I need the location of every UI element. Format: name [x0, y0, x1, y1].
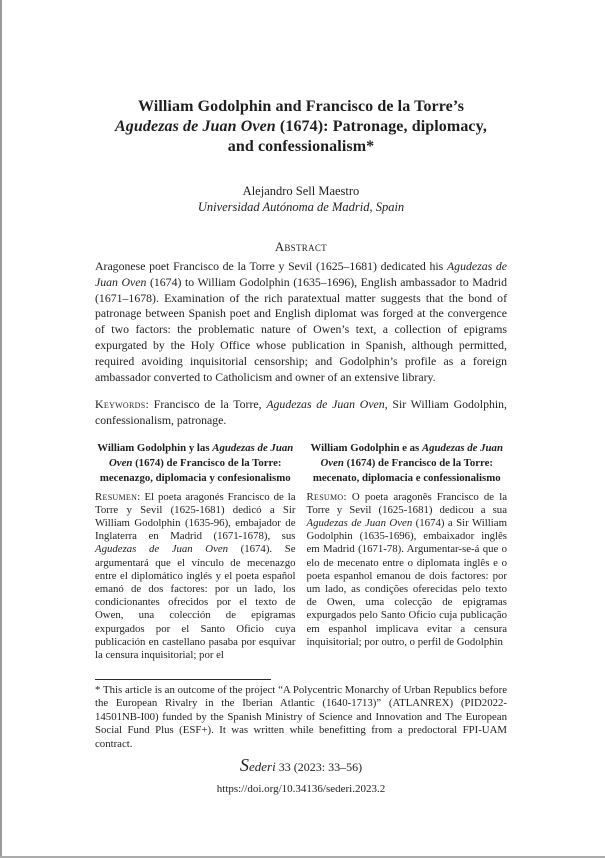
- abstract-text-pre: Aragonese poet Francisco de la Torre y Sevil (1625–1681) dedicated his: [95, 259, 447, 273]
- portuguese-work-italic: Agudezas de Juan Oven: [306, 516, 413, 529]
- portuguese-heading-work-italic: Agudezas de Juan Oven: [320, 441, 503, 469]
- portuguese-abstract-column: [307, 441, 508, 673]
- title-line3: and confessionalism: [227, 138, 367, 155]
- spanish-text-post: (1674). Se argumentará que el vínculo de mecenazgo entre el diplomático inglés y el poeta español emanó de dos factores: por un lado, los condicionantes ofrecidos por el texto de Owen, una colección de epigramas expurgados por el Santo Oficio cuya publicación en castellano pasaba por esquivar la censura inquisitorial; por el: [95, 543, 296, 661]
- title-line2-rest: (1674): Patronage, diplomacy,: [275, 118, 487, 135]
- title-line1: William Godolphin and Francisco de la Torre’s: [137, 98, 465, 115]
- author-affiliation: Universidad Autónoma de Madrid, Spain: [197, 200, 405, 214]
- portuguese-heading-post: (1674) de Francisco de la Torre: mecenato, diplomacia e confessionalismo: [312, 456, 501, 484]
- footnote-separator-rule: [95, 679, 271, 680]
- spanish-abstract-column: [95, 441, 296, 673]
- journal-citation-line: [95, 757, 507, 775]
- doi-line: [95, 782, 507, 796]
- portuguese-text-pre: O poeta aragonês Francisco de la Torre y Sevil (1625-1681) dedicou a sua: [306, 490, 507, 516]
- resumen-label: Resumen:: [95, 490, 141, 503]
- portuguese-abstract-paragraph: [307, 491, 508, 649]
- article-title: [95, 97, 507, 157]
- keywords-text-post: , Sir William Godolphin, confessionalism, patronage.: [95, 397, 507, 427]
- doi-link[interactable]: https://doi.org/10.34136/sederi.2023.2: [216, 783, 386, 796]
- footnote-block: [95, 679, 507, 751]
- abstract-paragraph: [95, 259, 507, 385]
- keywords-work-italic: Agudezas de Juan Oven: [266, 397, 385, 412]
- resumo-label: Resumo:: [306, 490, 347, 503]
- spanish-heading-pre: William Godolphin y las: [97, 441, 213, 454]
- spanish-abstract-heading: [95, 441, 296, 486]
- abstract-heading: Abstract: [275, 240, 327, 254]
- footnote-text: * This article is an outcome of the project “A Polycentric Monarchy of Urban Republics before the European Rivalry in the Iberian Atlantic (1640-1713)” (ATLANREX) (PID2022-14501NB-I00) funded by the Spanish Ministry of Science and Innovation and The European Social Fund Plus (ESF+). It was written while benefitting from a predoctoral FPI-UAM contract.: [95, 684, 507, 750]
- journal-name-logo: Sederi: [239, 755, 276, 776]
- page-content: [95, 0, 507, 796]
- keywords-paragraph: [95, 397, 507, 429]
- translated-abstracts: [95, 441, 507, 673]
- keywords-label: Keywords:: [95, 397, 150, 412]
- author-block: [95, 183, 507, 215]
- abstract-text-post: (1674) to William Godolphin (1635–1696), English ambassador to Madrid (1671–1678). Examination of the rich paratextual matter suggests that the bond of patronage between Spanish poet and English diplomat was forged at the convergence of two factors: the problematic nature of Owen’s text, a collection of epigrams expurgated by the Holy Office whose publication in Spanish, although permitted, required avoiding inquisitorial censorship; and Godolphin’s profile as a foreign ambassador converted to Catholicism and owner of an extensive library.: [95, 274, 507, 384]
- spanish-heading-post: (1674) de Francisco de la Torre: mecenazgo, diplomacia y confesionalismo: [99, 456, 291, 484]
- title-footnote-marker: *: [366, 138, 375, 155]
- keywords-text-pre: Francisco de la Torre,: [149, 397, 267, 412]
- journal-issue-info: 33 (2023: 33–56): [275, 760, 363, 775]
- spanish-text-pre: El poeta aragonés Francisco de la Torre y Sevil (1625-1681) dedicó a Sir William Godolphin (1635-96), embajador de Inglaterra en Madrid (1671-1678), sus: [95, 490, 296, 543]
- spanish-abstract-paragraph: [95, 491, 296, 663]
- spanish-heading-work-italic: Agudezas de Juan Oven: [108, 441, 294, 469]
- scan-edge-left: [0, 0, 2, 858]
- title-work-italic: Agudezas de Juan Oven: [115, 118, 276, 135]
- portuguese-abstract-heading: [307, 441, 508, 486]
- portuguese-text-post: (1674) a Sir William Godolphin (1635-1696), embaixador inglês em Madrid (1671-78). Argumentar-se-á que o elo de mecenato entre o diplomata inglês e o poeta espanhol emanou de dois factores: por um lado, as condições oferecidas pelo texto de Owen, uma colecção de epigramas expurgados pelo Santo Oficio cuja publicação em espanhol implicava evitar a censura inquisitorial; por outro, o perfil de Godolphin: [306, 516, 507, 648]
- spanish-work-italic: Agudezas de Juan Oven: [95, 543, 229, 556]
- abstract-work-italic: Agudezas de Juan Oven: [95, 259, 508, 289]
- portuguese-heading-pre: William Godolphin e as: [310, 441, 422, 454]
- author-name: Alejandro Sell Maestro: [242, 184, 360, 198]
